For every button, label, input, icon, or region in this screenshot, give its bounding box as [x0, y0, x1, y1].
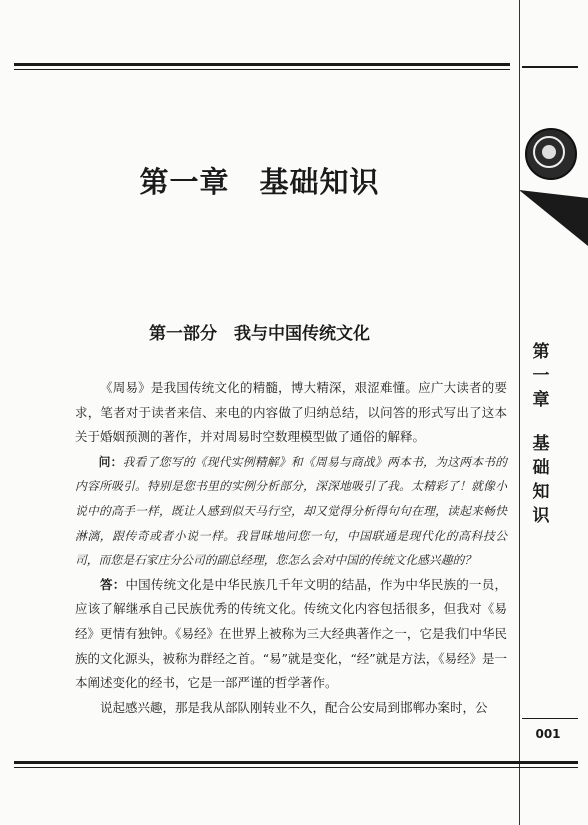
paragraph-answer: [75, 573, 507, 696]
margin-divider: [519, 0, 520, 825]
bottom-rule: [14, 761, 578, 764]
part-title: 第一部分 我与中国传统文化: [149, 324, 370, 344]
paragraph-question: [75, 450, 507, 573]
top-rule: [14, 63, 510, 66]
side-char: 知: [532, 482, 550, 502]
question-text: 我看了您写的《现代实例精解》和《周易与商战》两本书，为这两本书的内容所吸引。特别是您书里的实例分析部分，深深地吸引了我。太精彩了！就像小说中的高手一样，既让人感到似天马行空，却又觉得分析得句句在理，读起来畅快淋漓，跟传奇或者小说一样。我冒昧地问您一句，中国联通是现代化的高科技公司，而您是石家庄分公司的副总经理，您怎么会对中国的传统文化感兴趣的？: [75, 454, 507, 568]
side-char: 识: [532, 506, 550, 526]
question-label: 问：: [98, 454, 123, 469]
black-wedge-icon: [519, 190, 588, 246]
body-text: [75, 376, 507, 720]
paragraph-last: 说起感兴趣，那是我从部队刚转业不久，配合公安局到邯郸办案时，公: [100, 699, 488, 715]
page-number: 001: [535, 727, 561, 741]
answer-label: 答：: [100, 576, 126, 592]
side-char: 础: [532, 458, 550, 478]
paragraph-intro: 《周易》是我国传统文化的精髓，博大精深，艰涩难懂。应广大读者的要求，笔者对于读者来信、来电的内容做了归纳总结，以问答的形式写出了这本关于婚姻预测的著作，并对周易时空数理模型做了通俗的解释。: [75, 380, 507, 445]
side-char: 一: [532, 366, 550, 386]
side-chapter-label: [530, 340, 552, 528]
chapter-title: 第一章 基础知识: [139, 165, 380, 199]
side-top-rule: [522, 66, 578, 68]
dragon-seal-icon: [525, 128, 577, 180]
side-char: 章: [532, 390, 550, 410]
top-rule-thin: [14, 69, 510, 70]
answer-text: 中国传统文化是中华民族几千年文明的结晶，作为中华民族的一员，应该了解继承自己民族优秀的传统文化。传统文化内容包括很多，但我对《易经》更情有独钟。《易经》在世界上被称为三大经典著作之一，它是我们中华民族的文化源头，被称为群经之首。“易”就是变化，“经”就是方法，《易经》是一本阐述变化的经书，它是一部严谨的哲学著作。: [75, 576, 507, 691]
page-number-top-rule: [522, 718, 578, 719]
bottom-rule-thin: [14, 767, 578, 768]
side-char: 基: [532, 434, 550, 454]
side-char: 第: [532, 342, 550, 362]
